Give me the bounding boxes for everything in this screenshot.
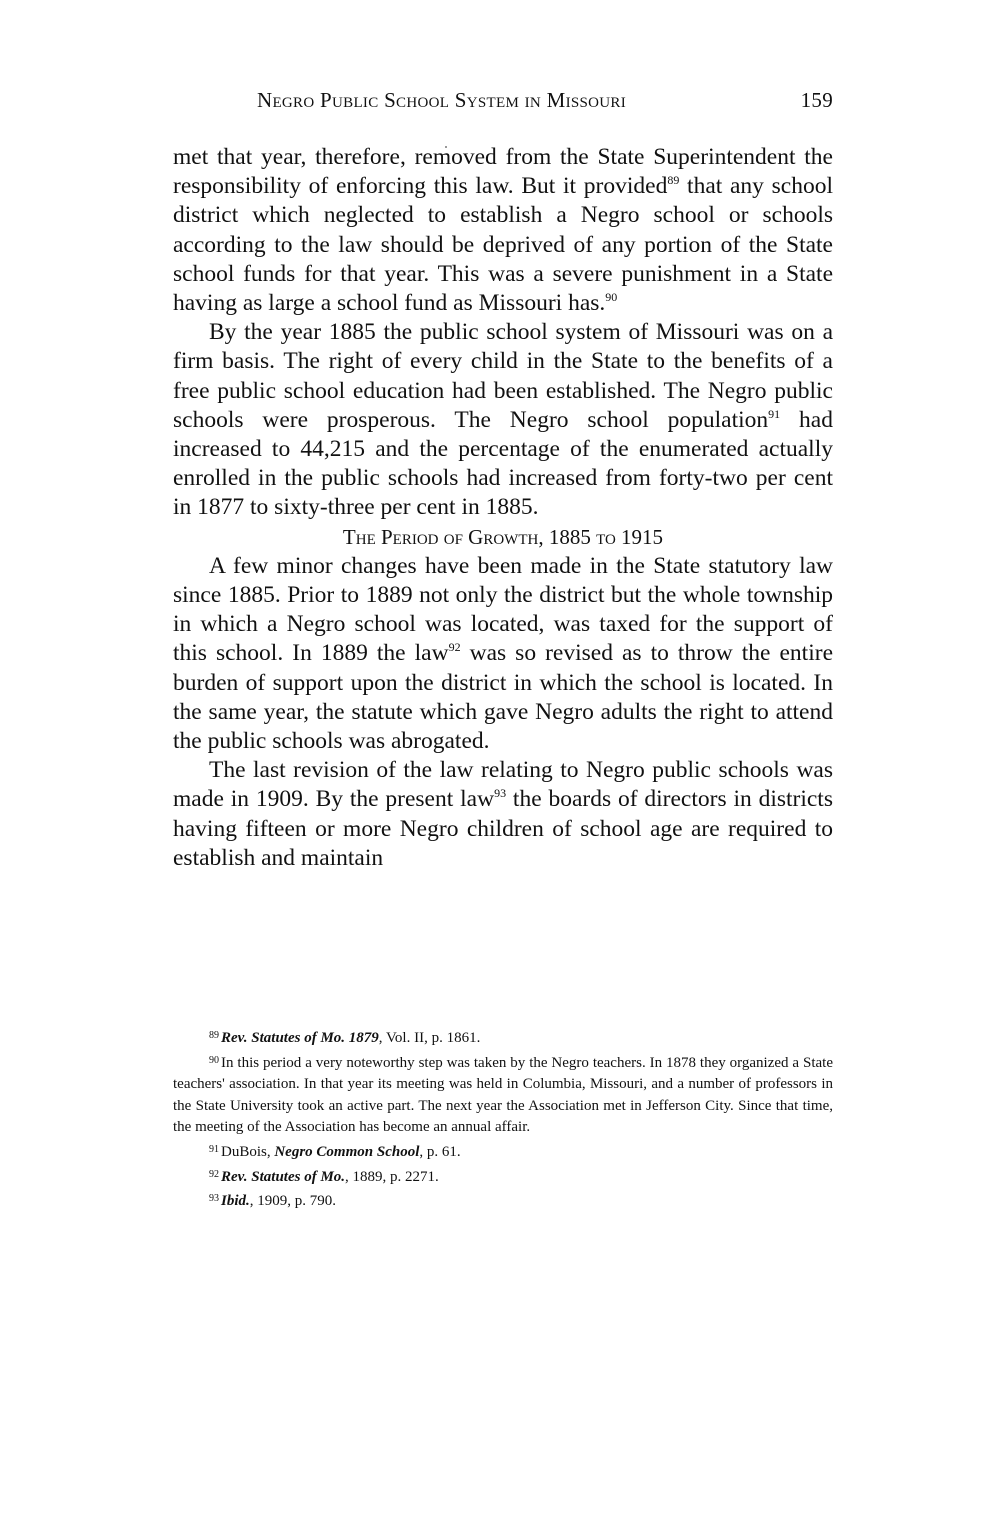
footnote-ref-93[interactable]: 93 [494,786,507,801]
footnote-number: 92 [209,1168,219,1180]
running-title: Negro Public School System in Missouri [257,88,627,112]
footnote-91 [173,1139,833,1164]
citation-title: Rev. Statutes of Mo. [221,1168,346,1185]
citation-title: Rev. Statutes of Mo. 1879 [221,1030,379,1046]
footnote-ref-92[interactable]: 92 [448,640,461,655]
citation-title: Negro Common School [274,1143,420,1160]
paragraph-text: By the year 1885 the public school system of Missouri was on a firm basis. The right of every child in the State to the benefits of a free public school education had been established. The Negro public schools were prosperous. The Negro school population [173,319,833,433]
paragraph-text: the boards of directors in districts having fifteen or more Negro children of school age are required to establish and maintain [173,786,833,871]
footnote-number: 89 [209,1030,219,1041]
footnote-number: 91 [209,1143,219,1155]
paragraph-1 [173,143,833,318]
footnote-text: DuBois, [221,1143,275,1160]
paragraph-text: A few minor changes have been made in the State statutory law since 1885. Prior to 1889 not only the district but the whole township in which a Negro school was located, was taxed for the support of this school. In 1889 the law [173,552,833,667]
footnote-text: In this period a very noteworthy step was taken by the Negro teachers. In 1878 they organized a State teachers' association. In that year its meeting was held in Columbia, Missouri, and a number of professors in the State University took an active part. The next year the Association met in Jefferson City. Since that time, the meeting of the Association has become an annual affair. [173,1054,833,1136]
footnote-ref-89[interactable]: 89 [667,173,680,188]
footnote-number: 90 [209,1054,219,1066]
footnote-ref-90[interactable]: 90 [605,290,618,305]
paragraph-text: The last revision of the law relating to Negro public schools was made in 1909. By the present law [173,757,833,813]
footnote-text: , Vol. II, p. 1861. [378,1030,481,1046]
footnote-text: , 1909, p. 790. [249,1193,337,1210]
paragraph-2 [173,318,833,522]
footnote-text: , 1889, p. 2271. [345,1168,439,1185]
footnote-number: 93 [209,1193,219,1205]
footnote-89 [173,1025,833,1050]
page-number: 159 [800,88,833,112]
paragraph-4 [173,756,833,873]
body-text [173,143,833,873]
footnote-ref-91[interactable]: 91 [768,406,781,421]
footnote-90 [173,1050,833,1139]
citation-title: Ibid. [221,1193,250,1210]
paragraph-text: was so revised as to throw the entire burden of support upon the district in which the school is located. In the same year, the statute which gave Negro adults the right to attend the public schools was abrogated. [173,640,833,755]
paragraph-text: had increased to 44,215 and the percentage of the enumerated actually enrolled in the public schools had increased from forty-two per cent in 1877 to sixty-three per cent in 1885. [173,406,833,521]
section-heading: The Period of Growth, 1885 to 1915 [342,524,664,549]
paragraph-text: that any school district which neglected to establish a Negro school or schools according to the law should be deprived of any portion of the State school funds for that year. This was a severe punishment in a State having as large a school fund as Missouri has. [173,173,833,317]
footnote-text: , p. 61. [419,1143,461,1160]
footnotes [173,1025,833,1213]
footnote-92 [173,1164,833,1189]
paragraph-3 [173,552,833,756]
paragraph-text: met that year, therefore, removed from the State Superintendent the responsibility of enforcing this law. But it provided [173,144,833,200]
footnote-93 [173,1188,833,1213]
running-head [173,88,833,118]
